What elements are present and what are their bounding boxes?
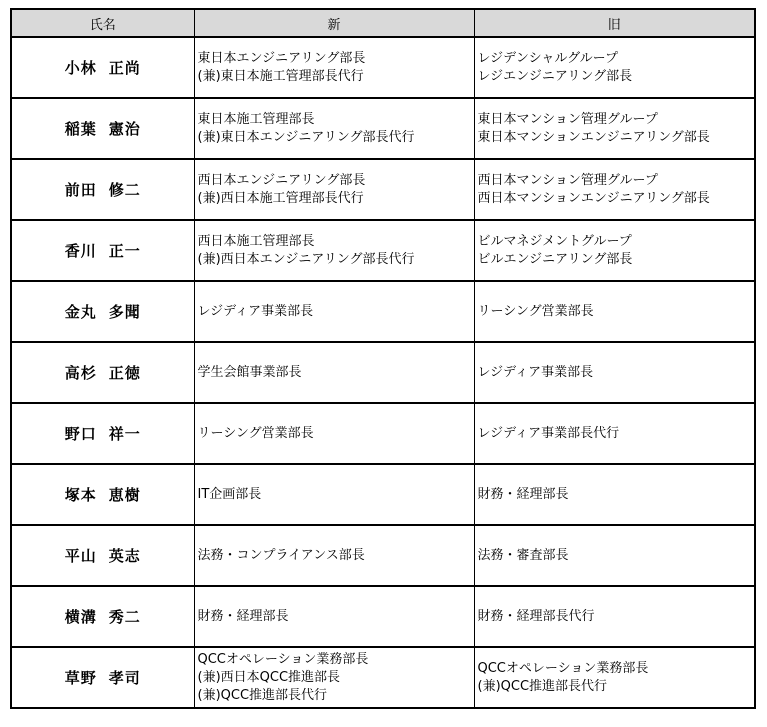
personnel-table [10,8,756,709]
new-position [194,281,474,342]
new-position [194,403,474,464]
table-body [11,37,755,708]
person-name [11,464,194,525]
table-row [11,281,755,342]
table-row [11,220,755,281]
given-name: 恵樹 [108,486,141,504]
surname: 野口 [64,425,97,443]
person-name [11,403,194,464]
old-position [474,342,755,403]
surname: 高杉 [64,364,97,382]
given-name: 祥一 [108,425,141,443]
table-row [11,525,755,586]
table-row [11,586,755,647]
person-name [11,586,194,647]
old-position-line: レジデンシャルグループ [477,50,619,66]
new-position-line: 法務・コンプライアンス部長 [197,547,365,563]
old-position-line: ビルエンジニアリング部長 [477,251,633,267]
table-row [11,647,755,708]
old-position-line: レジエンジニアリング部長 [477,68,633,84]
new-position-line: 西日本施工管理部長 [197,233,315,249]
old-position-line: レジディア事業部長代行 [477,425,620,441]
new-position-line: QCCオペレーション業務部長 [197,651,369,667]
table-row [11,159,755,220]
old-position [474,647,755,708]
old-position-line: リーシング営業部長 [477,303,594,319]
person-name [11,159,194,220]
table-row [11,342,755,403]
given-name: 秀二 [108,608,141,626]
old-position-line: 財務・経理部長 [477,486,569,502]
new-position-line: (兼)西日本施工管理部長代行 [197,190,364,206]
table-row [11,464,755,525]
header-row [11,9,755,37]
new-position [194,37,474,98]
surname: 横溝 [64,608,97,626]
person-name [11,647,194,708]
old-position-line: 西日本マンション管理グループ [477,172,658,188]
old-position [474,37,755,98]
new-position [194,525,474,586]
old-position [474,159,755,220]
new-position [194,464,474,525]
person-name [11,220,194,281]
given-name: 孝司 [108,669,141,687]
person-name [11,37,194,98]
new-position-line: 学生会館事業部長 [197,364,302,380]
given-name: 憲治 [108,120,141,138]
new-position-line: (兼)東日本施工管理部長代行 [197,68,364,84]
surname: 草野 [64,669,97,687]
old-position-line: (兼)QCC推進部長代行 [477,678,608,694]
header-new: 新 [194,9,474,37]
table-row [11,403,755,464]
given-name: 多聞 [108,303,141,321]
person-name [11,525,194,586]
new-position-line: 東日本施工管理部長 [197,111,315,127]
old-position-line: 法務・審査部長 [477,547,569,563]
given-name: 正尚 [108,59,141,77]
new-position-line: 財務・経理部長 [197,608,289,624]
given-name: 正一 [108,242,141,260]
given-name: 修二 [108,181,141,199]
old-position [474,464,755,525]
new-position [194,647,474,708]
new-position-line: 東日本エンジニアリング部長 [197,50,366,66]
header-name: 氏名 [11,9,194,37]
old-position-line: 東日本マンション管理グループ [477,111,658,127]
old-position [474,281,755,342]
new-position [194,159,474,220]
surname: 前田 [64,181,97,199]
new-position [194,342,474,403]
old-position-line: 財務・経理部長代行 [477,608,595,624]
old-position [474,98,755,159]
old-position-line: 東日本マンションエンジニアリング部長 [477,129,710,145]
new-position-line: リーシング営業部長 [197,425,314,441]
old-position-line: QCCオペレーション業務部長 [477,660,649,676]
person-name [11,98,194,159]
new-position [194,586,474,647]
person-name [11,342,194,403]
old-position-line: 西日本マンションエンジニアリング部長 [477,190,710,206]
old-position [474,586,755,647]
new-position [194,98,474,159]
header-old: 旧 [474,9,755,37]
table-row [11,37,755,98]
old-position-line: レジディア事業部長 [477,364,594,380]
surname: 平山 [64,547,97,565]
new-position-line: (兼)西日本QCC推進部長 [197,669,341,685]
new-position-line: (兼)QCC推進部長代行 [197,687,328,703]
given-name: 英志 [108,547,141,565]
new-position-line: 西日本エンジニアリング部長 [197,172,366,188]
person-name [11,281,194,342]
surname: 香川 [64,242,97,260]
personnel-table-container [10,8,756,709]
old-position [474,220,755,281]
surname: 塚本 [64,486,97,504]
old-position [474,525,755,586]
old-position-line: ビルマネジメントグループ [477,233,632,249]
given-name: 正徳 [108,364,141,382]
table-row [11,98,755,159]
surname: 金丸 [64,303,97,321]
old-position [474,403,755,464]
new-position-line: (兼)東日本エンジニアリング部長代行 [197,129,415,145]
surname: 小林 [64,59,97,77]
new-position-line: レジディア事業部長 [197,303,314,319]
new-position [194,220,474,281]
new-position-line: IT企画部長 [197,486,262,502]
surname: 稲葉 [64,120,97,138]
new-position-line: (兼)西日本エンジニアリング部長代行 [197,251,415,267]
